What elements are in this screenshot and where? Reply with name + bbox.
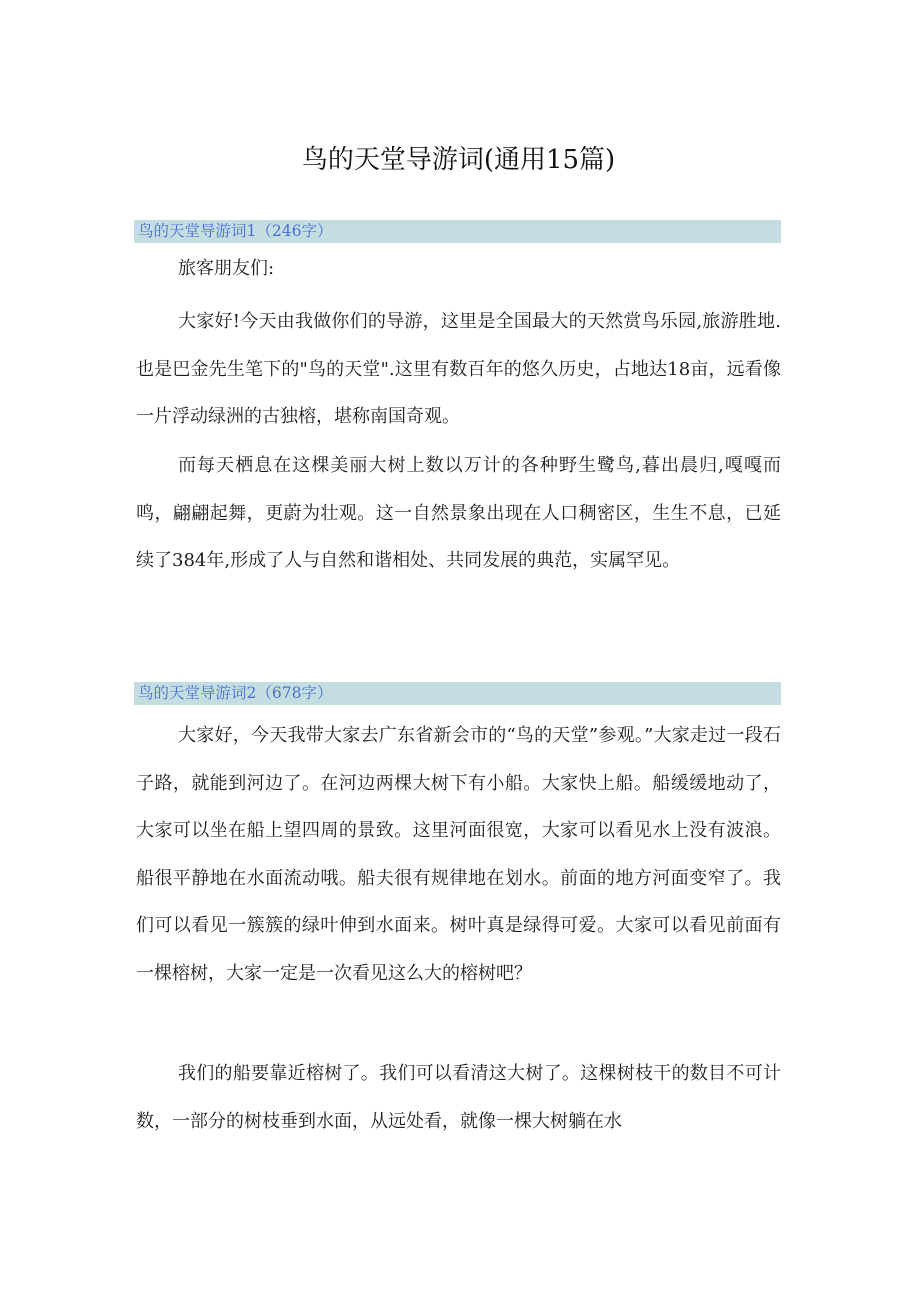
section-header-2: 鸟的天堂导游词2（678字） (134, 682, 781, 705)
paragraph-banyan: 我们的船要靠近榕树了。我们可以看清这大树了。这棵树枝干的数目不可计数，一部分的树枝垂到水面，从远处看，就像一棵大树躺在水 (136, 1063, 781, 1132)
paragraph-intro: 大家好!今天由我做你们的导游，这里是全国最大的天然赏鸟乐园,旅游胜地.也是巴金先生笔下的"鸟的天堂".这里有数百年的悠久历史，占地达18亩，远看像一片浮动绿洲的古独榕，堪称南国奇观。 (136, 311, 781, 427)
paragraph-boat-trip: 大家好，今天我带大家去广东省新会市的“鸟的天堂”参观。”大家走过一段石子路，就能到河边了。在河边两棵大树下有小船。大家快上船。船缓缓地动了，大家可以坐在船上望四周的景致。这里河面很宽，大家可以看见水上没有波浪。船很平静地在水面流动哦。船夫很有规律地在划水。前面的地方河面变窄了。我们可以看见一簇簇的绿叶伸到水面来。树叶真是绿得可爱。大家可以看见前面有一棵榕树，大家一定是一次看见这么大的榕树吧？ (136, 725, 781, 984)
document-title: 鸟的天堂导游词(通用15篇) (301, 145, 616, 175)
section-header-1: 鸟的天堂导游词1（246字） (134, 220, 781, 243)
paragraph-egrets: 而每天栖息在这棵美丽大树上数以万计的各种野生鹭鸟,暮出晨归,嘎嘎而鸣，翩翩起舞，更蔚为壮观。这一自然景象出现在人口稠密区，生生不息，已延续了384年,形成了人与自然和谐相处、共同发展的典范，实属罕见。 (136, 455, 781, 571)
paragraph-greeting: 旅客朋友们: (178, 258, 275, 279)
